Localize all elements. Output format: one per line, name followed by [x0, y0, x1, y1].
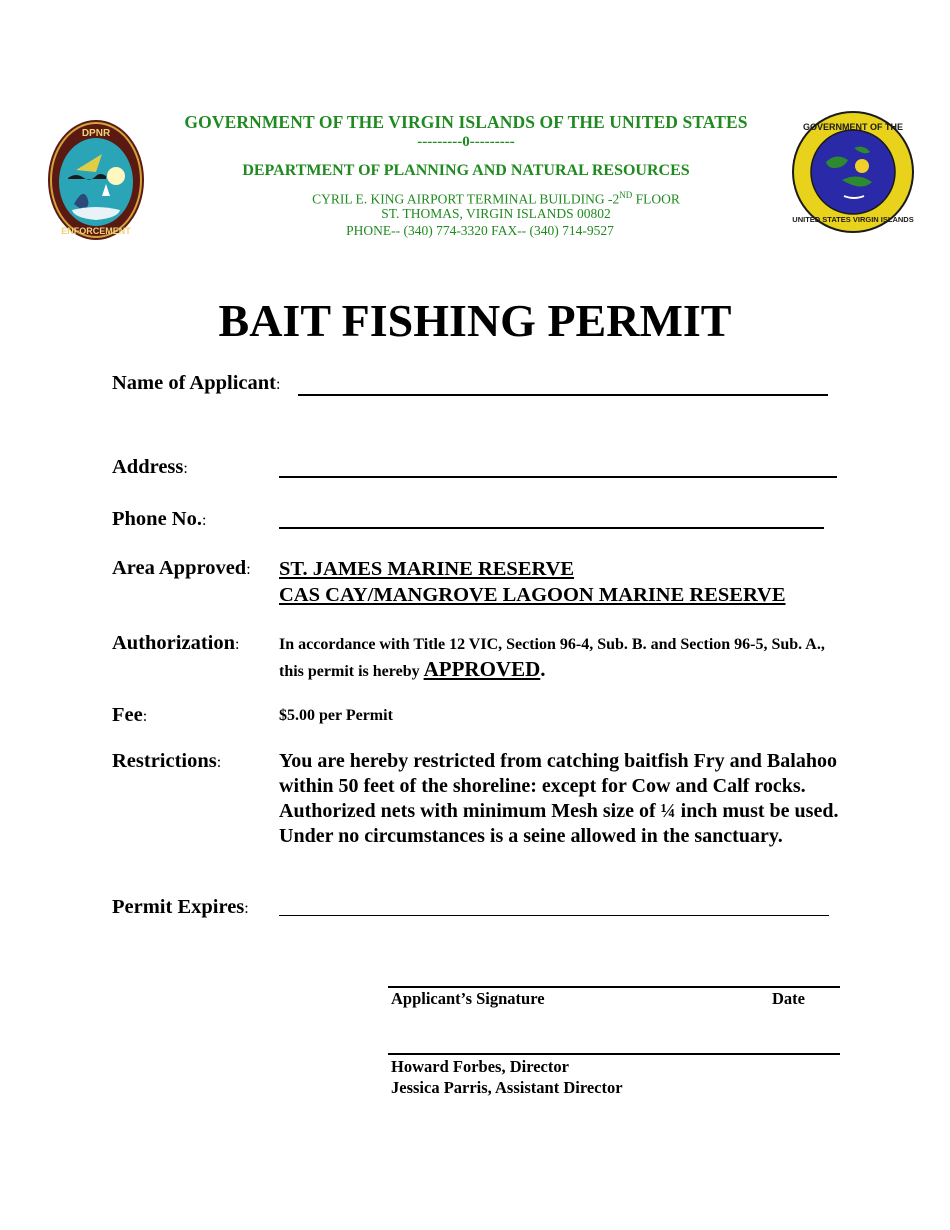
area-approved-label: Area Approved:: [112, 557, 251, 579]
fee-label: Fee:: [112, 704, 148, 726]
restrictions-label: Restrictions:: [112, 750, 222, 772]
area-approved-value: [279, 556, 786, 608]
permit-expires-field[interactable]: [279, 915, 829, 916]
seal-top-text: GOVERNMENT OF THE: [802, 122, 904, 132]
page-title: BAIT FISHING PERMIT: [218, 295, 732, 346]
applicant-signature-line[interactable]: [388, 986, 840, 988]
name-of-applicant-field[interactable]: [298, 394, 828, 396]
area-item: CAS CAY/MANGROVE LAGOON MARINE RESERVE: [279, 584, 786, 606]
fee-value: $5.00 per Permit: [279, 707, 393, 724]
assistant-director-name: Jessica Parris, Assistant Director: [391, 1078, 623, 1097]
applicant-signature-label: Applicant’s Signature: [391, 989, 545, 1008]
approved-stamp: APPROVED: [423, 657, 541, 681]
date-label: Date: [772, 989, 805, 1008]
seal-bottom-text: UNITED STATES VIRGIN ISLANDS: [792, 215, 914, 224]
dpnr-logo-top-text: DPNR: [81, 128, 111, 139]
authorization-text: In accordance with Title 12 VIC, Section 96-4, Sub. B. and Section 96-5, Sub. A., this permit is hereby APPROVED.: [279, 636, 825, 681]
authorization-label: Authorization:: [112, 632, 240, 654]
header-separator: ---------0---------: [417, 134, 515, 150]
name-of-applicant-label: Name of Applicant:: [112, 372, 281, 394]
government-heading: GOVERNMENT OF THE VIRGIN ISLANDS OF THE UNITED STATES: [184, 112, 748, 132]
dpnr-logo-bottom-text: ENFORCEMENT: [61, 226, 131, 236]
permit-expires-label: Permit Expires:: [112, 896, 249, 918]
director-signature-line[interactable]: [388, 1053, 840, 1055]
address-field[interactable]: [279, 476, 837, 478]
address-line-1: CYRIL E. KING AIRPORT TERMINAL BUILDING -2ND FLOOR: [312, 190, 680, 207]
address-line-3: PHONE-- (340) 774-3320 FAX-- (340) 714-9527: [346, 223, 614, 238]
area-item: ST. JAMES MARINE RESERVE: [279, 558, 575, 580]
address-label: Address:: [112, 456, 188, 478]
department-heading: DEPARTMENT OF PLANNING AND NATURAL RESOURCES: [242, 162, 690, 179]
phone-field[interactable]: [279, 527, 824, 529]
phone-label: Phone No.:: [112, 508, 207, 530]
restrictions-text: You are hereby restricted from catching baitfish Fry and Balahoo within 50 feet of the shoreline: except for Cow and Calf rocks. Authorized nets with minimum Mesh size of ¼ inch must be used. Under no circumstances is a seine allowed in the sanctuary.: [279, 750, 839, 847]
director-name: Howard Forbes, Director: [391, 1057, 569, 1076]
address-line-2: ST. THOMAS, VIRGIN ISLANDS 00802: [381, 206, 611, 221]
